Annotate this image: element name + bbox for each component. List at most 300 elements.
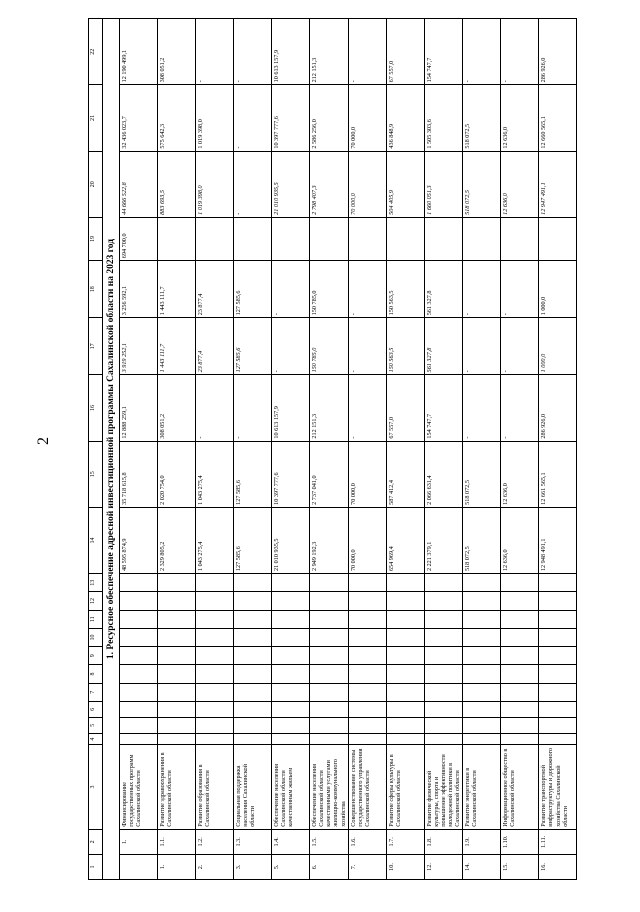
table-cell-c10 xyxy=(310,628,349,646)
table-cell-c18: 3 256 592,1 xyxy=(120,261,158,318)
table-cell-c6 xyxy=(463,701,501,717)
table-cell-c3: Развитие здравоохранения в Сахалинской области xyxy=(158,745,196,830)
table-cell-c17: - xyxy=(501,318,539,375)
table-cell-c18: 150 563,5 xyxy=(386,261,424,318)
table-cell-c12 xyxy=(310,592,349,610)
table-cell-c7 xyxy=(463,683,501,701)
table-cell-c17: 150 785,0 xyxy=(310,318,349,375)
table-cell-c5 xyxy=(539,717,577,733)
table-cell-c11 xyxy=(463,610,501,628)
table-cell-c1: 7. xyxy=(348,854,386,879)
table-cell-c18: 150 785,0 xyxy=(310,261,349,318)
col-header: 4 xyxy=(89,733,103,744)
table-cell-c9 xyxy=(501,647,539,665)
table-cell-c4 xyxy=(120,733,158,744)
table-cell-c13 xyxy=(463,574,501,592)
table-cell-c14: 21 010 935,5 xyxy=(272,507,310,573)
col-header: 8 xyxy=(89,665,103,683)
table-cell-c20: 1 019 398,0 xyxy=(196,151,234,217)
table-row xyxy=(424,19,463,880)
table-cell-c1: 3. xyxy=(234,854,272,879)
table-cell-c7 xyxy=(158,683,196,701)
table-cell-c8 xyxy=(463,665,501,683)
table-cell-c5 xyxy=(501,717,539,733)
table-cell-c19 xyxy=(234,217,272,260)
col-header: 22 xyxy=(89,19,103,85)
table-cell-c1: 10. xyxy=(386,854,424,879)
table-cell-c15: 518 072,5 xyxy=(463,441,501,507)
table-cell-c3: Социальная поддержка населения Сахалинской области xyxy=(234,745,272,830)
col-header: 15 xyxy=(89,441,103,507)
table-cell-c17: 23 877,4 xyxy=(196,318,234,375)
col-header: 1 xyxy=(89,854,103,879)
table-cell-c2: 1.2. xyxy=(196,829,234,854)
table-cell-c9 xyxy=(424,647,463,665)
table-cell-c12 xyxy=(348,592,386,610)
table-cell-c6 xyxy=(158,701,196,717)
table-cell-c22: - xyxy=(348,19,386,85)
table-cell-c20: 2 798 407,3 xyxy=(310,151,349,217)
table-cell-c12 xyxy=(234,592,272,610)
table-cell-c22: 67 557,0 xyxy=(386,19,424,85)
table-cell-c8 xyxy=(386,665,424,683)
table-cell-c8 xyxy=(348,665,386,683)
page-number: 2 xyxy=(35,437,52,445)
table-cell-c11 xyxy=(501,610,539,628)
table-cell-c20: 44 666 522,8 xyxy=(120,151,158,217)
table-cell-c8 xyxy=(539,665,577,683)
table-cell-c4 xyxy=(196,733,234,744)
table-cell-c2: 1.10. xyxy=(501,829,539,854)
table-cell-c12 xyxy=(386,592,424,610)
table-cell-c12 xyxy=(424,592,463,610)
col-header: 21 xyxy=(89,85,103,151)
table-cell-c5 xyxy=(120,717,158,733)
table-cell-c19 xyxy=(539,217,577,260)
table-cell-c19 xyxy=(348,217,386,260)
table-cell-c18: 127 585,6 xyxy=(234,261,272,318)
table-cell-c21: - xyxy=(234,85,272,151)
table-cell-c21: 32 436 023,7 xyxy=(120,85,158,151)
table-cell-c16: 308 051,2 xyxy=(158,375,196,441)
table-cell-c10 xyxy=(424,628,463,646)
table-cell-c8 xyxy=(310,665,349,683)
table-row xyxy=(310,19,349,880)
table-cell-c21: 1 019 398,0 xyxy=(196,85,234,151)
table-cell-c9 xyxy=(386,647,424,665)
table-cell-c17: 3 919 252,1 xyxy=(120,318,158,375)
table-cell-c1: 14. xyxy=(463,854,501,879)
table-cell-c4 xyxy=(348,733,386,744)
table-cell-c5 xyxy=(196,717,234,733)
table-cell-c18: - xyxy=(272,261,310,318)
table-cell-c20: 12 636,0 xyxy=(501,151,539,217)
table-cell-c7 xyxy=(196,683,234,701)
table-cell-c2: 1.5. xyxy=(310,829,349,854)
table-cell-c22: 10 613 157,9 xyxy=(272,19,310,85)
table-cell-c1: 1. xyxy=(158,854,196,879)
table-cell-c21: 518 072,5 xyxy=(463,85,501,151)
table-cell-c22: 212 151,3 xyxy=(310,19,349,85)
table-cell-c14: 1 043 275,4 xyxy=(196,507,234,573)
table-cell-c17: - xyxy=(348,318,386,375)
table-cell-c11 xyxy=(424,610,463,628)
table-cell-c14: 2 949 192,3 xyxy=(310,507,349,573)
table-cell-c3: Обеспечение населения Сахалинской области качественным жильем xyxy=(272,745,310,830)
table-cell-c9 xyxy=(539,647,577,665)
table-cell-c3: Развитие физической культуры, спорта и повышение эффективности молодежной политики в Сахалинской области xyxy=(424,745,463,830)
table-cell-c4 xyxy=(539,733,577,744)
table-cell-c13 xyxy=(234,574,272,592)
table-row xyxy=(120,19,158,880)
rotated-table-wrapper xyxy=(88,18,633,880)
table-cell-c13 xyxy=(501,574,539,592)
table-row xyxy=(196,19,234,880)
table-cell-c10 xyxy=(539,628,577,646)
col-header: 3 xyxy=(89,745,103,830)
table-cell-c4 xyxy=(310,733,349,744)
table-cell-c6 xyxy=(348,701,386,717)
table-cell-c8 xyxy=(501,665,539,683)
table-cell-c13 xyxy=(196,574,234,592)
table-cell-c15: 12 661 565,1 xyxy=(539,441,577,507)
table-cell-c15: 35 718 615,8 xyxy=(120,441,158,507)
table-cell-c9 xyxy=(120,647,158,665)
table-cell-c22: - xyxy=(196,19,234,85)
table-cell-c17: 127 585,6 xyxy=(234,318,272,375)
table-cell-c17: 561 327,8 xyxy=(424,318,463,375)
table-cell-c4 xyxy=(158,733,196,744)
col-header: 5 xyxy=(89,717,103,733)
table-cell-c20: - xyxy=(234,151,272,217)
table-cell-c7 xyxy=(348,683,386,701)
table-cell-c11 xyxy=(272,610,310,628)
table-cell-c15: 12 636,0 xyxy=(501,441,539,507)
table-cell-c9 xyxy=(272,647,310,665)
col-header: 20 xyxy=(89,151,103,217)
table-cell-c20: 70 000,0 xyxy=(348,151,386,217)
table-cell-c7 xyxy=(120,683,158,701)
table-cell-c19 xyxy=(158,217,196,260)
table-cell-c10 xyxy=(120,628,158,646)
table-cell-c19: 694 700,0 xyxy=(120,217,158,260)
table-cell-c5 xyxy=(234,717,272,733)
table-cell-c1: 12. xyxy=(424,854,463,879)
table-cell-c15: 2 066 631,4 xyxy=(424,441,463,507)
table-cell-c8 xyxy=(120,665,158,683)
table-cell-c19 xyxy=(424,217,463,260)
table-cell-c5 xyxy=(348,717,386,733)
table-cell-c13 xyxy=(424,574,463,592)
table-cell-c14: 2 221 379,1 xyxy=(424,507,463,573)
table-cell-c9 xyxy=(234,647,272,665)
table-cell-c21: 1 505 303,6 xyxy=(424,85,463,151)
col-header: 6 xyxy=(89,701,103,717)
table-row xyxy=(234,19,272,880)
table-cell-c14: 48 595 874,9 xyxy=(120,507,158,573)
col-header: 9 xyxy=(89,647,103,665)
table-cell-c18: 23 877,4 xyxy=(196,261,234,318)
table-cell-c19 xyxy=(386,217,424,260)
section-title: 1. Ресурсное обеспечение адресной инвестиционной программы Сахалинской области на 2023 год xyxy=(103,19,120,880)
table-cell-c13 xyxy=(310,574,349,592)
table-cell-c2: 1.11. xyxy=(539,829,577,854)
table-cell-c16: - xyxy=(348,375,386,441)
table-cell-c7 xyxy=(386,683,424,701)
table-row xyxy=(539,19,577,880)
table-cell-c14: 70 000,0 xyxy=(348,507,386,573)
table-cell-c5 xyxy=(158,717,196,733)
table-cell-c1 xyxy=(120,854,158,879)
table-cell-c16: - xyxy=(463,375,501,441)
table-cell-c21: 575 642,3 xyxy=(158,85,196,151)
table-cell-c3: Развитие сферы культуры в Сахалинской области xyxy=(386,745,424,830)
table-cell-c16: 67 557,0 xyxy=(386,375,424,441)
table-cell-c15: 1 043 275,4 xyxy=(196,441,234,507)
table-cell-c21: 12 636,0 xyxy=(501,85,539,151)
table-cell-c5 xyxy=(310,717,349,733)
table-cell-c14: 2 329 805,2 xyxy=(158,507,196,573)
table-cell-c18: 1 443 111,7 xyxy=(158,261,196,318)
table-cell-c13 xyxy=(158,574,196,592)
table-cell-c5 xyxy=(424,717,463,733)
investment-program-table xyxy=(88,18,577,880)
table-row xyxy=(158,19,196,880)
table-cell-c3: Развитие транспортной инфраструктуры и дорожного хозяйства Сахалинской области xyxy=(539,745,577,830)
col-header: 18 xyxy=(89,261,103,318)
table-cell-c22: 12 190 499,1 xyxy=(120,19,158,85)
table-cell-c9 xyxy=(310,647,349,665)
table-cell-c3: Развитие энергетики в Сахалинской области xyxy=(463,745,501,830)
table-cell-c16: - xyxy=(501,375,539,441)
table-cell-c15: 10 397 777,6 xyxy=(272,441,310,507)
table-cell-c5 xyxy=(272,717,310,733)
table-cell-c7 xyxy=(234,683,272,701)
col-header: 11 xyxy=(89,610,103,628)
table-cell-c8 xyxy=(158,665,196,683)
table-cell-c10 xyxy=(234,628,272,646)
table-cell-c16: 212 151,3 xyxy=(310,375,349,441)
table-cell-c3: Финансирование государственных программ Сахалинской области xyxy=(120,745,158,830)
table-cell-c1: 15. xyxy=(501,854,539,879)
table-row xyxy=(463,19,501,880)
table-cell-c6 xyxy=(501,701,539,717)
table-cell-c16: 12 888 259,1 xyxy=(120,375,158,441)
table-cell-c10 xyxy=(501,628,539,646)
table-cell-c11 xyxy=(158,610,196,628)
col-header: 13 xyxy=(89,574,103,592)
table-cell-c15: 2 020 754,0 xyxy=(158,441,196,507)
table-cell-c7 xyxy=(501,683,539,701)
table-cell-c17: - xyxy=(272,318,310,375)
table-cell-c2: 1.7. xyxy=(386,829,424,854)
table-cell-c22: 154 747,7 xyxy=(424,19,463,85)
table-cell-c2: 1.3. xyxy=(234,829,272,854)
table-cell-c12 xyxy=(272,592,310,610)
table-cell-c4 xyxy=(463,733,501,744)
table-row xyxy=(348,19,386,880)
table-cell-c8 xyxy=(424,665,463,683)
table-row xyxy=(386,19,424,880)
table-cell-c1: 6. xyxy=(310,854,349,879)
table-cell-c9 xyxy=(158,647,196,665)
table-cell-c2: 1. xyxy=(120,829,158,854)
table-cell-c22: - xyxy=(501,19,539,85)
table-cell-c20: 504 405,9 xyxy=(386,151,424,217)
table-cell-c9 xyxy=(348,647,386,665)
table-cell-c6 xyxy=(234,701,272,717)
table-cell-c2: 1.9. xyxy=(463,829,501,854)
table-cell-c1: 16. xyxy=(539,854,577,879)
table-cell-c16: 286 926,0 xyxy=(539,375,577,441)
table-cell-c6 xyxy=(386,701,424,717)
table-cell-c6 xyxy=(272,701,310,717)
col-header: 14 xyxy=(89,507,103,573)
table-cell-c11 xyxy=(539,610,577,628)
table-cell-c16: 10 613 157,9 xyxy=(272,375,310,441)
table-cell-c15: 587 412,4 xyxy=(386,441,424,507)
table-cell-c15: 70 000,0 xyxy=(348,441,386,507)
table-cell-c20: 518 072,5 xyxy=(463,151,501,217)
table-cell-c19 xyxy=(463,217,501,260)
table-cell-c2: 1.8. xyxy=(424,829,463,854)
table-cell-c5 xyxy=(463,717,501,733)
table-cell-c2: 1.6. xyxy=(348,829,386,854)
table-cell-c10 xyxy=(386,628,424,646)
table-cell-c7 xyxy=(310,683,349,701)
table-cell-c10 xyxy=(348,628,386,646)
col-header: 16 xyxy=(89,375,103,441)
table-cell-c4 xyxy=(424,733,463,744)
col-header: 12 xyxy=(89,592,103,610)
table-cell-c4 xyxy=(272,733,310,744)
table-row xyxy=(272,19,310,880)
column-number-row xyxy=(89,19,103,880)
table-cell-c13 xyxy=(386,574,424,592)
table-cell-c12 xyxy=(463,592,501,610)
table-cell-c2: 1.4. xyxy=(272,829,310,854)
table-cell-c7 xyxy=(424,683,463,701)
table-cell-c7 xyxy=(272,683,310,701)
table-cell-c11 xyxy=(310,610,349,628)
table-cell-c2: 1.1. xyxy=(158,829,196,854)
table-cell-c12 xyxy=(539,592,577,610)
table-cell-c22: - xyxy=(463,19,501,85)
table-cell-c20: 21 010 935,5 xyxy=(272,151,310,217)
table-cell-c16: 154 747,7 xyxy=(424,375,463,441)
table-cell-c12 xyxy=(120,592,158,610)
table-cell-c8 xyxy=(272,665,310,683)
table-cell-c13 xyxy=(348,574,386,592)
table-cell-c6 xyxy=(539,701,577,717)
table-cell-c14: 518 072,5 xyxy=(463,507,501,573)
table-cell-c18: - xyxy=(501,261,539,318)
table-cell-c19 xyxy=(272,217,310,260)
table-cell-c21: 2 586 256,0 xyxy=(310,85,349,151)
table-cell-c18: 1 000,0 xyxy=(539,261,577,318)
table-cell-c21: 436 848,9 xyxy=(386,85,424,151)
table-cell-c6 xyxy=(120,701,158,717)
col-header: 19 xyxy=(89,217,103,260)
table-cell-c4 xyxy=(234,733,272,744)
table-row xyxy=(501,19,539,880)
table-cell-c6 xyxy=(424,701,463,717)
table-cell-c21: 70 000,0 xyxy=(348,85,386,151)
table-cell-c6 xyxy=(196,701,234,717)
table-cell-c22: - xyxy=(234,19,272,85)
table-cell-c11 xyxy=(196,610,234,628)
table-cell-c10 xyxy=(158,628,196,646)
table-cell-c10 xyxy=(463,628,501,646)
table-cell-c10 xyxy=(196,628,234,646)
table-cell-c21: 10 397 777,6 xyxy=(272,85,310,151)
table-cell-c11 xyxy=(386,610,424,628)
table-cell-c11 xyxy=(120,610,158,628)
table-cell-c4 xyxy=(386,733,424,744)
table-cell-c18: - xyxy=(463,261,501,318)
table-cell-c14: 654 969,4 xyxy=(386,507,424,573)
table-cell-c17: 1 000,0 xyxy=(539,318,577,375)
table-cell-c8 xyxy=(196,665,234,683)
table-cell-c10 xyxy=(272,628,310,646)
table-cell-c14: 12 636,0 xyxy=(501,507,539,573)
table-cell-c20: 883 693,5 xyxy=(158,151,196,217)
table-cell-c19 xyxy=(196,217,234,260)
table-cell-c8 xyxy=(234,665,272,683)
table-cell-c12 xyxy=(158,592,196,610)
table-cell-c15: 2 737 041,0 xyxy=(310,441,349,507)
table-cell-c3: Информационное общество в Сахалинской области xyxy=(501,745,539,830)
table-cell-c12 xyxy=(501,592,539,610)
col-header: 17 xyxy=(89,318,103,375)
table-cell-c12 xyxy=(196,592,234,610)
table-body xyxy=(120,19,577,880)
table-cell-c15: 127 585,6 xyxy=(234,441,272,507)
table-cell-c17: - xyxy=(463,318,501,375)
table-cell-c14: 12 948 491,1 xyxy=(539,507,577,573)
table-cell-c19 xyxy=(501,217,539,260)
table-cell-c20: 12 947 491,1 xyxy=(539,151,577,217)
table-cell-c16: - xyxy=(234,375,272,441)
col-header: 2 xyxy=(89,829,103,854)
table-cell-c13 xyxy=(539,574,577,592)
table-cell-c22: 286 926,0 xyxy=(539,19,577,85)
table-cell-c3: Развитие образования в Сахалинской области xyxy=(196,745,234,830)
table-cell-c7 xyxy=(539,683,577,701)
table-cell-c17: 150 563,5 xyxy=(386,318,424,375)
table-cell-c3: Обеспечение населения Сахалинской области качественными услугами жилищно-коммунального хозяйства xyxy=(310,745,349,830)
col-header: 7 xyxy=(89,683,103,701)
table-cell-c5 xyxy=(386,717,424,733)
table-cell-c17: 1 443 111,7 xyxy=(158,318,196,375)
table-cell-c18: - xyxy=(348,261,386,318)
table-cell-c11 xyxy=(348,610,386,628)
table-cell-c3: Совершенствование системы государственного управления Сахалинской области xyxy=(348,745,386,830)
table-cell-c21: 12 660 565,1 xyxy=(539,85,577,151)
table-cell-c11 xyxy=(234,610,272,628)
table-cell-c14: 127 585,6 xyxy=(234,507,272,573)
table-cell-c6 xyxy=(310,701,349,717)
table-cell-c1: 2. xyxy=(196,854,234,879)
table-cell-c13 xyxy=(120,574,158,592)
table-cell-c4 xyxy=(501,733,539,744)
table-cell-c22: 308 051,2 xyxy=(158,19,196,85)
table-cell-c9 xyxy=(196,647,234,665)
col-header: 10 xyxy=(89,628,103,646)
table-cell-c1: 5. xyxy=(272,854,310,879)
table-cell-c9 xyxy=(463,647,501,665)
table-cell-c16: - xyxy=(196,375,234,441)
